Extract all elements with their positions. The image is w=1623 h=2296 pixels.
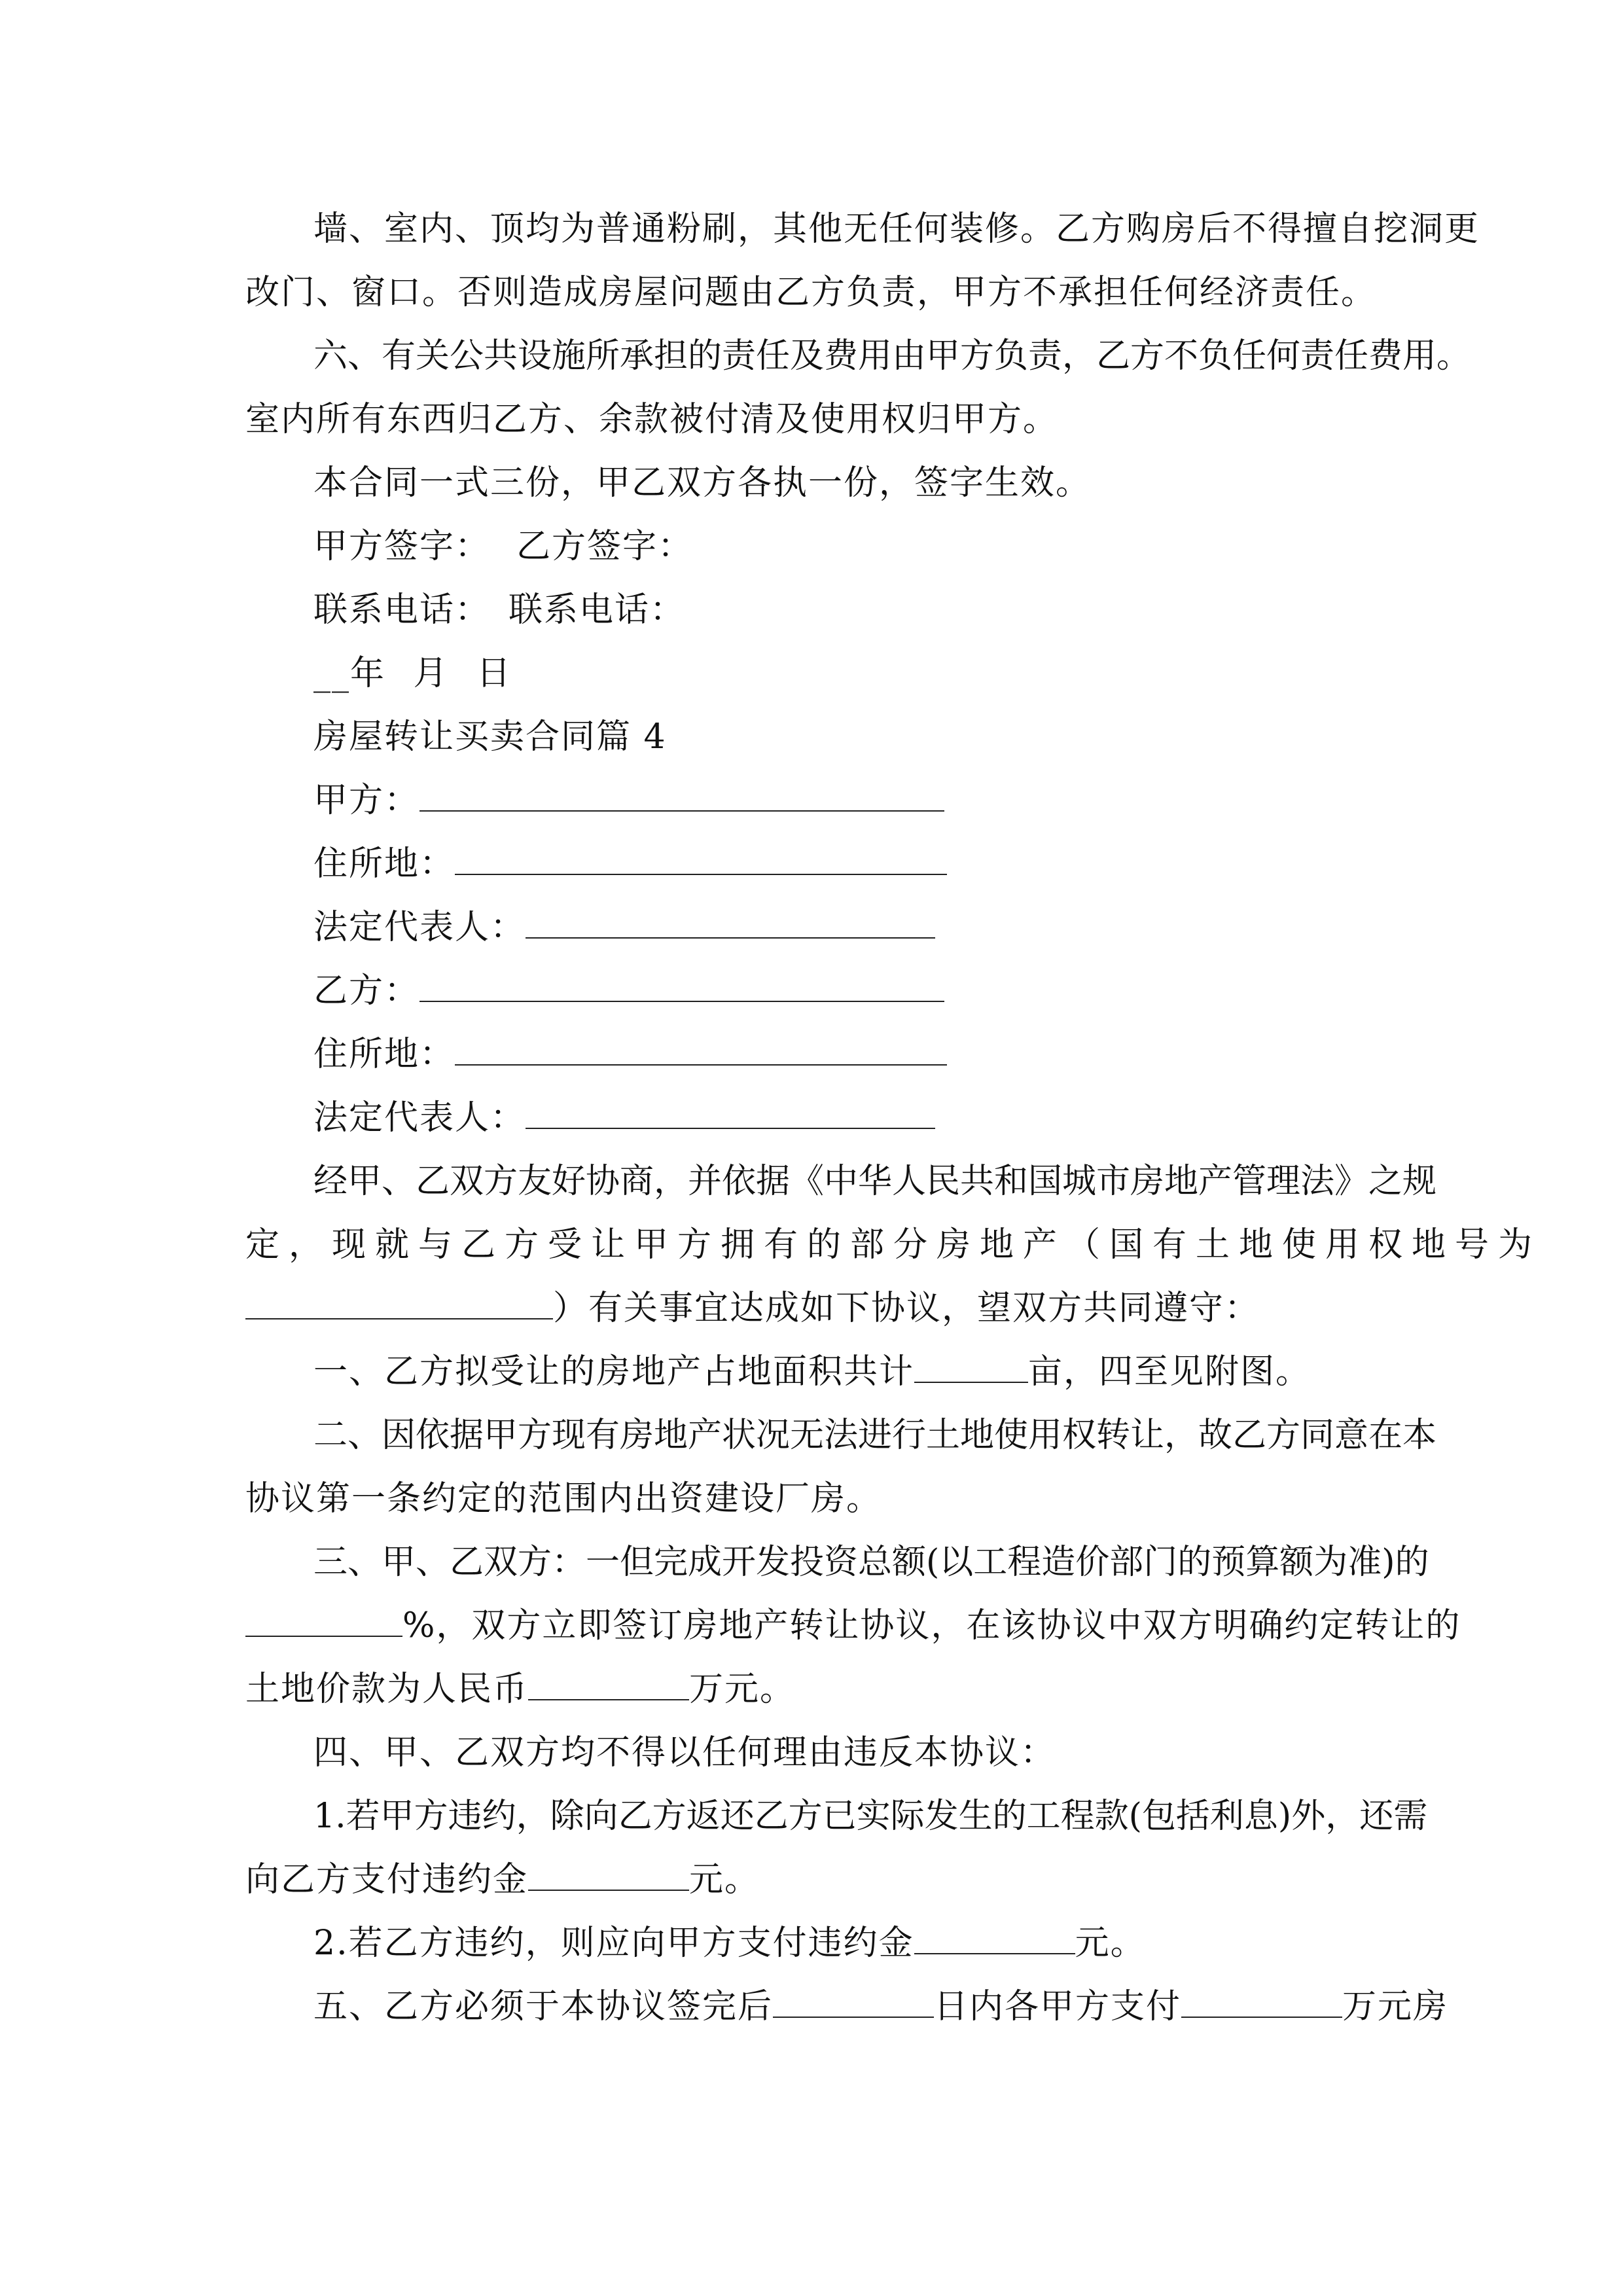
party-b-address-row [245, 1023, 1378, 1086]
paragraph-line [245, 1848, 1378, 1912]
date-row [245, 642, 1378, 706]
clause-1 [245, 1340, 1378, 1404]
party-b-row [245, 960, 1378, 1023]
paragraph-line: 经甲、乙双方友好协商，并依据《中华人民共和国城市房地产管理法》之规 [313, 1162, 1437, 1201]
date-text: 年 月 日 [350, 654, 520, 693]
paragraph-line: 协议第一条约定的范围内出资建设厂房。 [245, 1479, 882, 1518]
document-body [245, 198, 1542, 2039]
paragraph-text: 元。 [689, 1860, 760, 1899]
paragraph-line [245, 1594, 1461, 1658]
paragraph-text: ）有关事宜达成如下协议，望双方共同遵守： [553, 1289, 1260, 1328]
party-b-rep-label: 法定代表人： [313, 1098, 526, 1138]
paragraph-line: 本合同一式三份，甲乙双方各执一份，签字生效。 [313, 463, 1092, 503]
area-blank [914, 1355, 1028, 1383]
paragraph-text: 万元。 [689, 1670, 796, 1709]
party-a-rep-row [245, 896, 1378, 960]
paragraph-text: 土地价款为人民币 [245, 1670, 529, 1709]
paragraph-text: 日内各甲方支付 [934, 1987, 1182, 2026]
paragraph-line: 改门、窗口。否则造成房屋问题由乙方负责，甲方不承担任何经济责任。 [245, 273, 1377, 312]
clause-text: 一、乙方拟受让的房地产占地面积共计 [313, 1352, 915, 1391]
paragraph-line: 室内所有东西归乙方、余款被付清及使用权归甲方。 [245, 400, 1059, 439]
party-b-label: 乙方： [313, 971, 420, 1011]
party-b-phone-label: 联系电话： [508, 590, 686, 630]
paragraph-line: 四、甲、乙双方均不得以任何理由违反本协议： [313, 1733, 1056, 1772]
phone-row [245, 579, 1378, 642]
party-a-address-label: 住所地： [313, 844, 455, 884]
paragraph-text: 2.若乙方违约，则应向甲方支付违约金 [313, 1924, 914, 1963]
party-a-address-blank [455, 848, 947, 875]
paragraph-line: 1.若甲方违约，除向乙方返还乙方已实际发生的工程款(包括利息)外，还需 [313, 1797, 1428, 1836]
paragraph-line [245, 1912, 1378, 1975]
party-a-label: 甲方： [313, 781, 420, 820]
party-a-rep-blank [526, 911, 935, 939]
party-b-blank [419, 975, 944, 1002]
paragraph-text: 向乙方支付违约金 [245, 1860, 529, 1899]
paragraph-line [245, 1277, 1378, 1340]
paragraph-line: 三、甲、乙双方：一但完成开发投资总额(以工程造价部门的预算额为准)的 [313, 1543, 1429, 1582]
signature-row [245, 515, 1378, 579]
paragraph-text: 万元房 [1342, 1987, 1449, 2026]
party-b-signature-label: 乙方签字： [516, 527, 694, 566]
payment-blank [1181, 1990, 1342, 2018]
party-a-blank [419, 784, 944, 812]
party-b-rep-blank [526, 1102, 935, 1129]
paragraph-line: 二、因依据甲方现有房地产状况无法进行土地使用权转让，故乙方同意在本 [313, 1416, 1437, 1455]
party-b-address-blank [455, 1038, 947, 1066]
section-title: 房屋转让买卖合同篇 4 [313, 717, 667, 757]
land-price-blank [528, 1673, 689, 1700]
date-blank: __ [313, 654, 350, 693]
party-b-address-label: 住所地： [313, 1035, 455, 1074]
party-a-row [245, 769, 1378, 833]
party-a-rep-label: 法定代表人： [313, 908, 526, 947]
paragraph-line: 墙、室内、顶均为普通粉刷，其他无任何装修。乙方购房后不得擅自挖洞更 [313, 209, 1480, 249]
penalty-b-blank [914, 1927, 1075, 1954]
paragraph-line [245, 1658, 1378, 1721]
land-number-blank [245, 1292, 553, 1319]
party-a-address-row [245, 833, 1378, 896]
party-a-signature-label: 甲方签字： [313, 527, 491, 566]
clause-text: 亩，四至见附图。 [1028, 1352, 1311, 1391]
penalty-a-blank [528, 1863, 689, 1891]
paragraph-line [245, 1975, 1449, 2039]
party-b-rep-row [245, 1086, 1378, 1150]
paragraph-line: 定，现就与乙方受让甲方拥有的部分房地产（国有土地使用权地号为 [245, 1225, 1542, 1265]
paragraph-text: 五、乙方必须于本协议签完后 [313, 1987, 774, 2026]
paragraph-text: 元。 [1075, 1924, 1146, 1963]
paragraph-text: %，双方立即签订房地产转让协议，在该协议中双方明确约定转让的 [402, 1606, 1461, 1645]
percent-blank [245, 1609, 402, 1637]
party-a-phone-label: 联系电话： [313, 590, 491, 630]
days-blank [773, 1990, 934, 2018]
paragraph-line: 六、有关公共设施所承担的责任及费用由甲方负责，乙方不负任何责任费用。 [313, 336, 1471, 376]
